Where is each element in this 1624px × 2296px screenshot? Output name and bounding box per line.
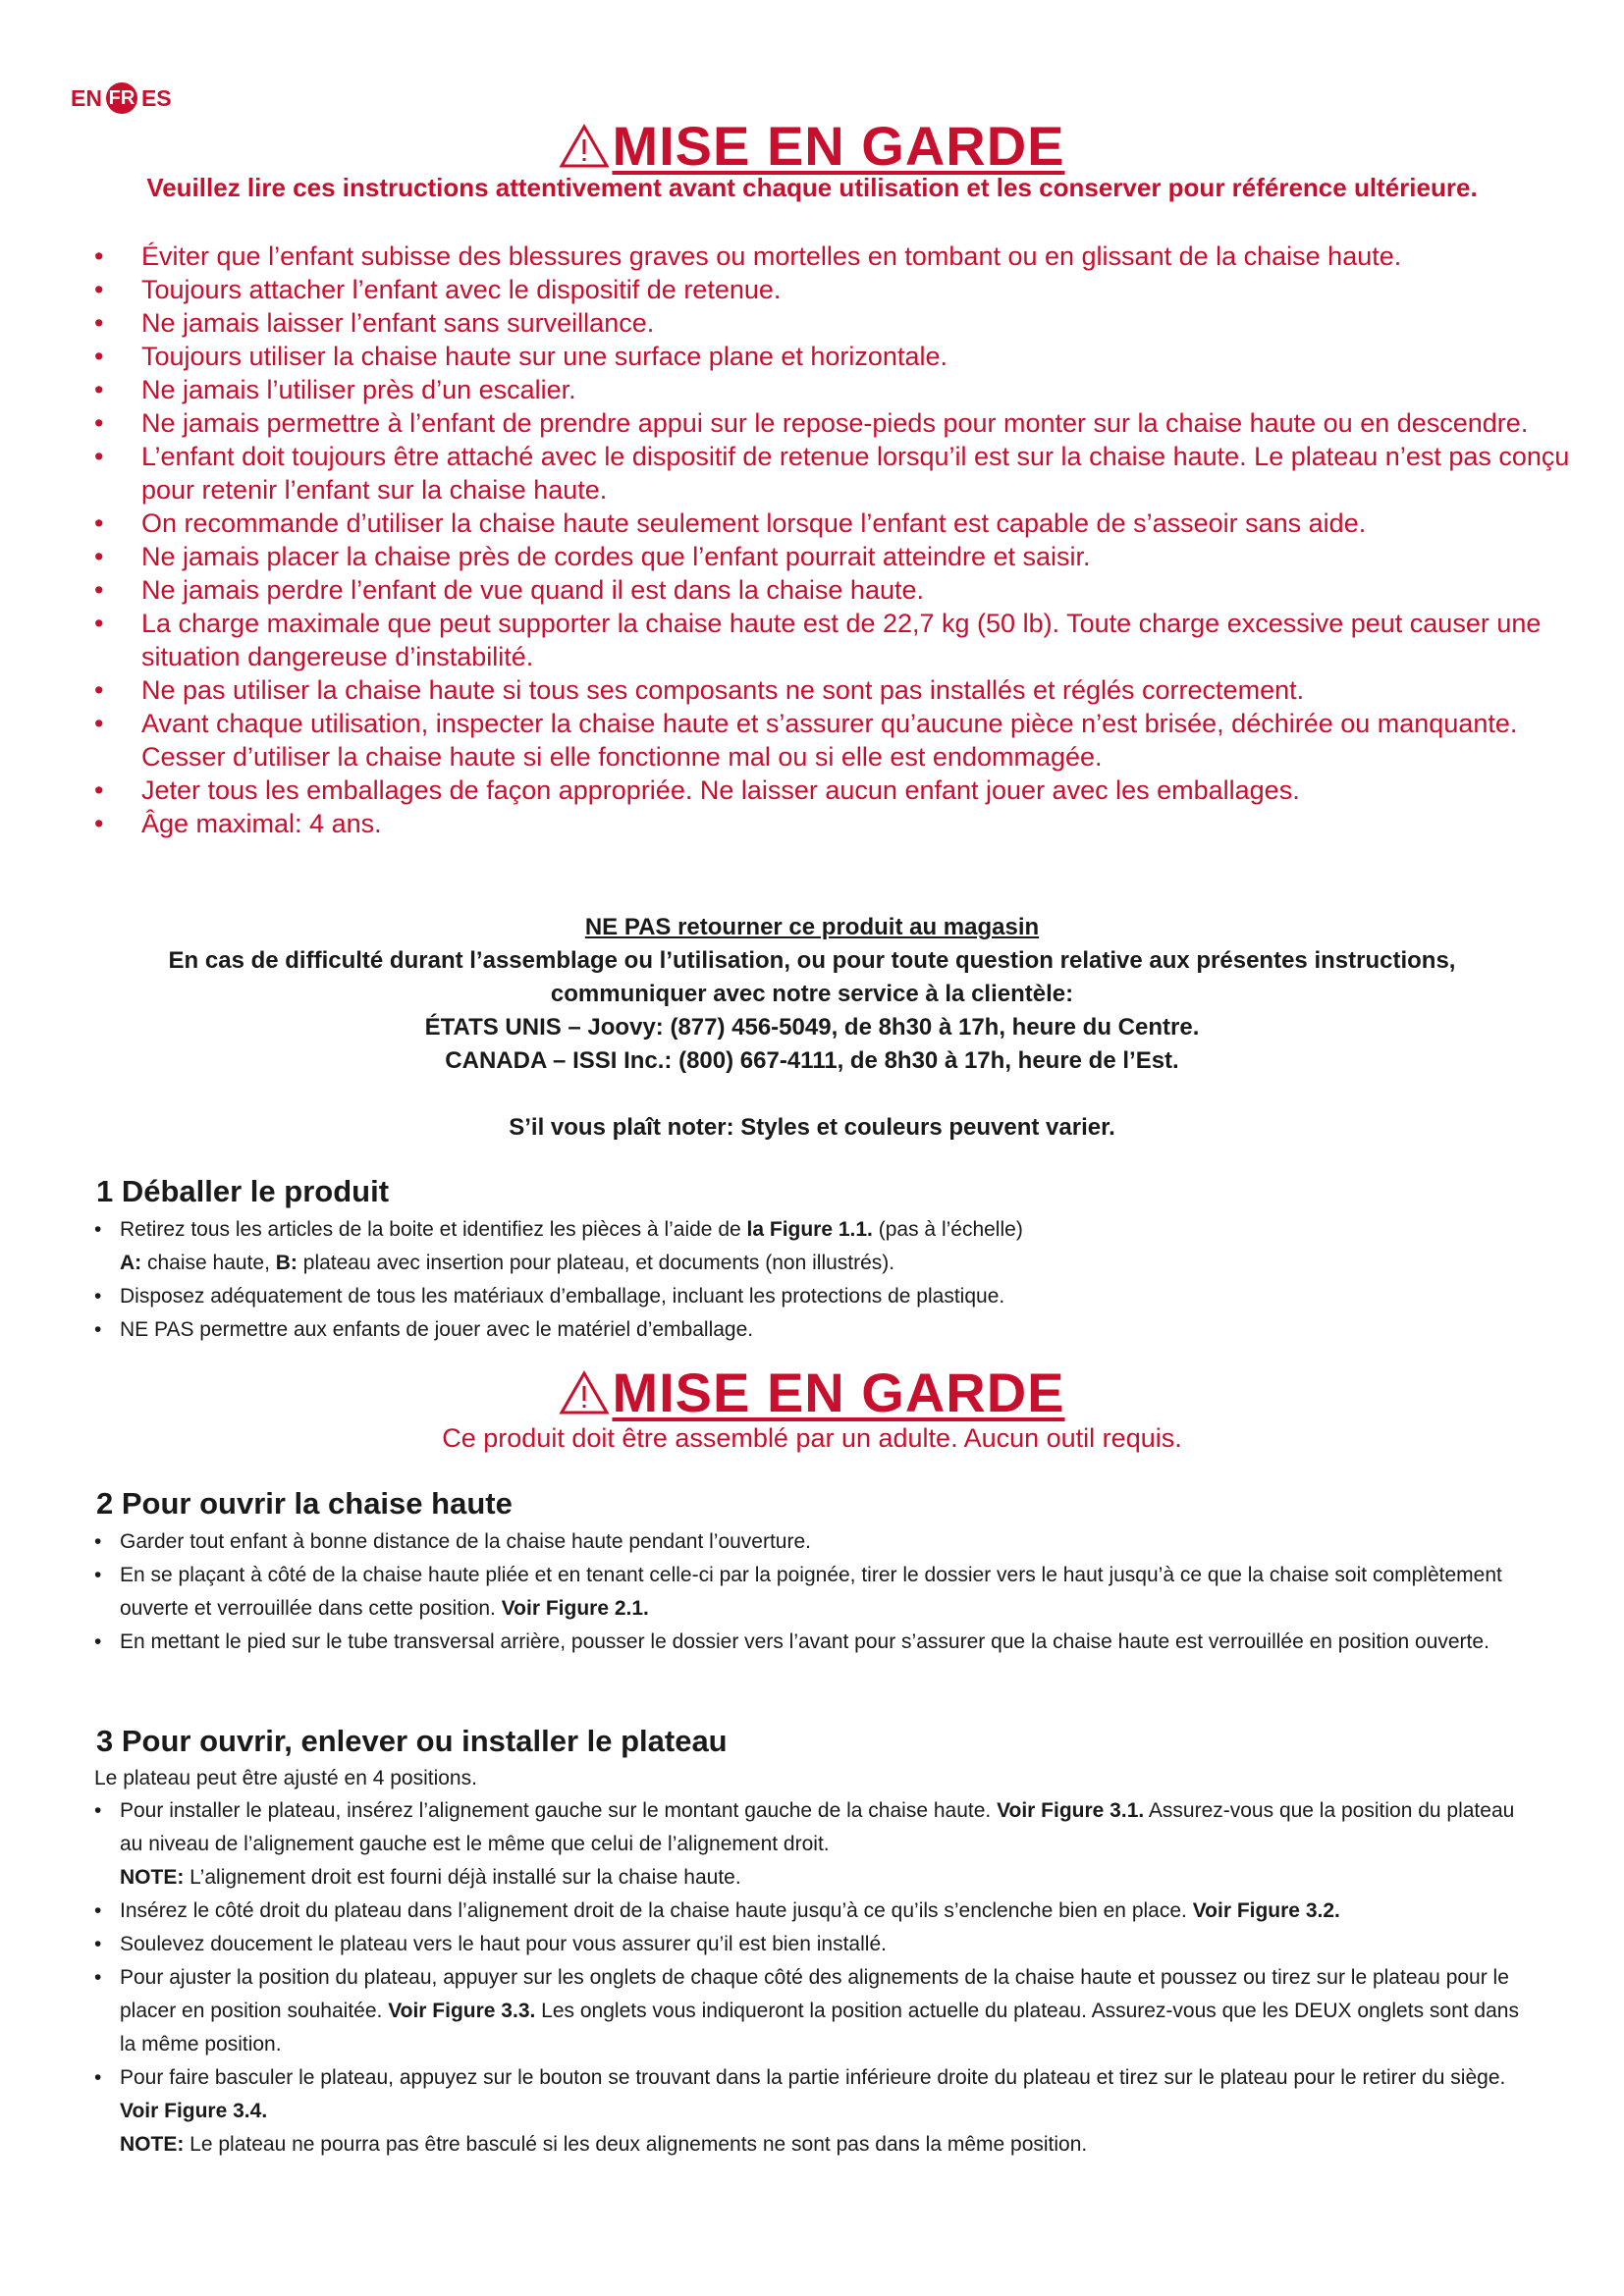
style-note: S’il vous plaît noter: Styles et couleurs peuvent varier.	[509, 1114, 1115, 1141]
list-item: A: chaise haute, B: plateau avec insertion pour plateau, et documents (non illustrés).	[120, 1252, 895, 1274]
warning-item: • L’enfant doit toujours être attaché avec le dispositif de retenue lorsqu’il est sur la chaise haute. Le plateau n’est pas conçu pour retenir l’enfant sur la chaise haute.	[94, 440, 1577, 507]
assembly-warning: Ce produit doit être assemblé par un adulte. Aucun outil requis.	[442, 1423, 1182, 1453]
list-item: • NE PAS permettre aux enfants de jouer avec le matériel d’emballage.	[94, 1313, 1538, 1347]
warning-item: • Ne jamais permettre à l’enfant de prendre appui sur le repose-pieds pour monter sur la chaise haute ou en descendre.	[94, 406, 1577, 440]
warning-item: • Ne jamais l’utiliser près d’un escalier.	[94, 373, 1577, 406]
warning-item: • La charge maximale que peut supporter la chaise haute est de 22,7 kg (50 lb). Toute charge excessive peut causer une situation dangereuse d’instabilité.	[94, 607, 1577, 673]
lang-es[interactable]: ES	[140, 84, 172, 111]
warning-item: • Âge maximal: 4 ans.	[94, 807, 1577, 840]
warning-item: • Ne jamais perdre l’enfant de vue quand il est dans la chaise haute.	[94, 573, 1577, 607]
section-2-list	[94, 1525, 1538, 1659]
lang-fr-active[interactable]: FR	[106, 82, 137, 114]
no-return-notice: NE PAS retourner ce produit au magasin	[584, 914, 1040, 940]
section-3-title: 3 Pour ouvrir, enlever ou installer le plateau	[96, 1724, 728, 1758]
warning-heading-2	[0, 1361, 1624, 1424]
language-selector	[71, 82, 172, 114]
warning-heading-1	[0, 114, 1624, 178]
warning-list	[94, 240, 1577, 840]
warning-triangle-icon	[559, 124, 610, 169]
warning-intro: Veuillez lire ces instructions attentivement avant chaque utilisation et les conserver pour référence ultérieure.	[146, 173, 1478, 202]
section-2-title: 2 Pour ouvrir la chaise haute	[96, 1486, 513, 1521]
list-item: • Disposez adéquatement de tous les matériaux d’emballage, incluant les protections de plastique.	[94, 1280, 1538, 1313]
section-1-title: 1 Déballer le produit	[96, 1174, 390, 1208]
list-item: • Garder tout enfant à bonne distance de la chaise haute pendant l’ouverture.	[94, 1525, 1538, 1559]
warning-item: • Toujours utiliser la chaise haute sur une surface plane et horizontale.	[94, 340, 1577, 373]
warning-item: • Ne jamais placer la chaise près de cordes que l’enfant pourrait atteindre et saisir.	[94, 540, 1577, 573]
lang-en[interactable]: EN	[71, 84, 102, 111]
contact-canada: CANADA – ISSI Inc.: (800) 667-4111, de 8h30 à 17h, heure de l’Est.	[445, 1047, 1179, 1074]
list-item: • Retirez tous les articles de la boite et identifiez les pièces à l’aide de la Figure 1.1. (pas à l’échelle)	[94, 1213, 1538, 1247]
warning-item: • Éviter que l’enfant subisse des blessures graves ou mortelles en tombant ou en glissant de la chaise haute.	[94, 240, 1577, 273]
section-3-intro: Le plateau peut être ajusté en 4 positions.	[94, 1767, 477, 1789]
list-item-note: NOTE: Le plateau ne pourra pas être basculé si les deux alignements ne sont pas dans la même position.	[120, 2133, 1088, 2156]
contact-us: ÉTATS UNIS – Joovy: (877) 456-5049, de 8h30 à 17h, heure du Centre.	[424, 1014, 1200, 1041]
contact-block	[0, 911, 1624, 1145]
list-item: • En se plaçant à côté de la chaise haute pliée et en tenant celle-ci par la poignée, tirer le dossier vers le haut jusqu’à ce que la chaise soit complètement ouverte et verrouillée dans cette position. Voir Figure 2.1.	[94, 1559, 1538, 1626]
list-item: • Pour ajuster la position du plateau, appuyer sur les onglets de chaque côté des alignements de la chaise haute et poussez ou tirez sur le plateau pour le placer en position souhaitée. Voir Figure 3.3. Les onglets vous indiqueront la position actuelle du plateau. Assurez-vous que les DEUX onglets sont dans la même position.	[94, 1961, 1538, 2061]
warning-item: • Jeter tous les emballages de façon appropriée. Ne laisser aucun enfant jouer avec les emballages.	[94, 774, 1577, 807]
warning-triangle-icon	[559, 1370, 610, 1415]
warning-item: • Ne pas utiliser la chaise haute si tous ses composants ne sont pas installés et réglés correctement.	[94, 673, 1577, 707]
warning-item: • On recommande d’utiliser la chaise haute seulement lorsque l’enfant est capable de s’asseoir sans aide.	[94, 507, 1577, 540]
section-3-list	[94, 1794, 1538, 2162]
contact-line-1: En cas de difficulté durant l’assemblage ou l’utilisation, ou pour toute question relative aux présentes instructions,	[168, 947, 1456, 974]
list-item: • Soulevez doucement le plateau vers le haut pour vous assurer qu’il est bien installé.	[94, 1928, 1538, 1961]
list-item: • En mettant le pied sur le tube transversal arrière, pousser le dossier vers l’avant pour s’assurer que la chaise haute est verrouillée en position ouverte.	[94, 1626, 1538, 1659]
warning-item: • Toujours attacher l’enfant avec le dispositif de retenue.	[94, 273, 1577, 306]
warning-item: • Avant chaque utilisation, inspecter la chaise haute et s’assurer qu’aucune pièce n’est brisée, déchirée ou manquante. Cesser d’utiliser la chaise haute si elle fonctionne mal ou si elle est endommagée.	[94, 707, 1577, 774]
list-item: • Insérez le côté droit du plateau dans l’alignement droit de la chaise haute jusqu’à ce qu’ils s’enclenche bien en place. Voir Figure 3.2.	[94, 1895, 1538, 1928]
warning-title-text: MISE EN GARDE	[612, 115, 1065, 177]
list-item: • Pour faire basculer le plateau, appuyez sur le bouton se trouvant dans la partie inférieure droite du plateau et tirez sur le plateau pour le retirer du siège. Voir Figure 3.4.	[94, 2061, 1538, 2128]
list-item: • Pour installer le plateau, insérez l’alignement gauche sur le montant gauche de la chaise haute. Voir Figure 3.1. Assurez-vous que la position du plateau au niveau de l’alignement gauche est le même que celui de l’alignement droit.	[94, 1794, 1538, 1861]
contact-line-2: communiquer avec notre service à la clientèle:	[550, 981, 1074, 1007]
warning-item: • Ne jamais laisser l’enfant sans surveillance.	[94, 306, 1577, 340]
section-1-list	[94, 1213, 1538, 1347]
warning-title-text: MISE EN GARDE	[612, 1362, 1065, 1423]
list-item-note: NOTE: L’alignement droit est fourni déjà installé sur la chaise haute.	[120, 1866, 741, 1889]
